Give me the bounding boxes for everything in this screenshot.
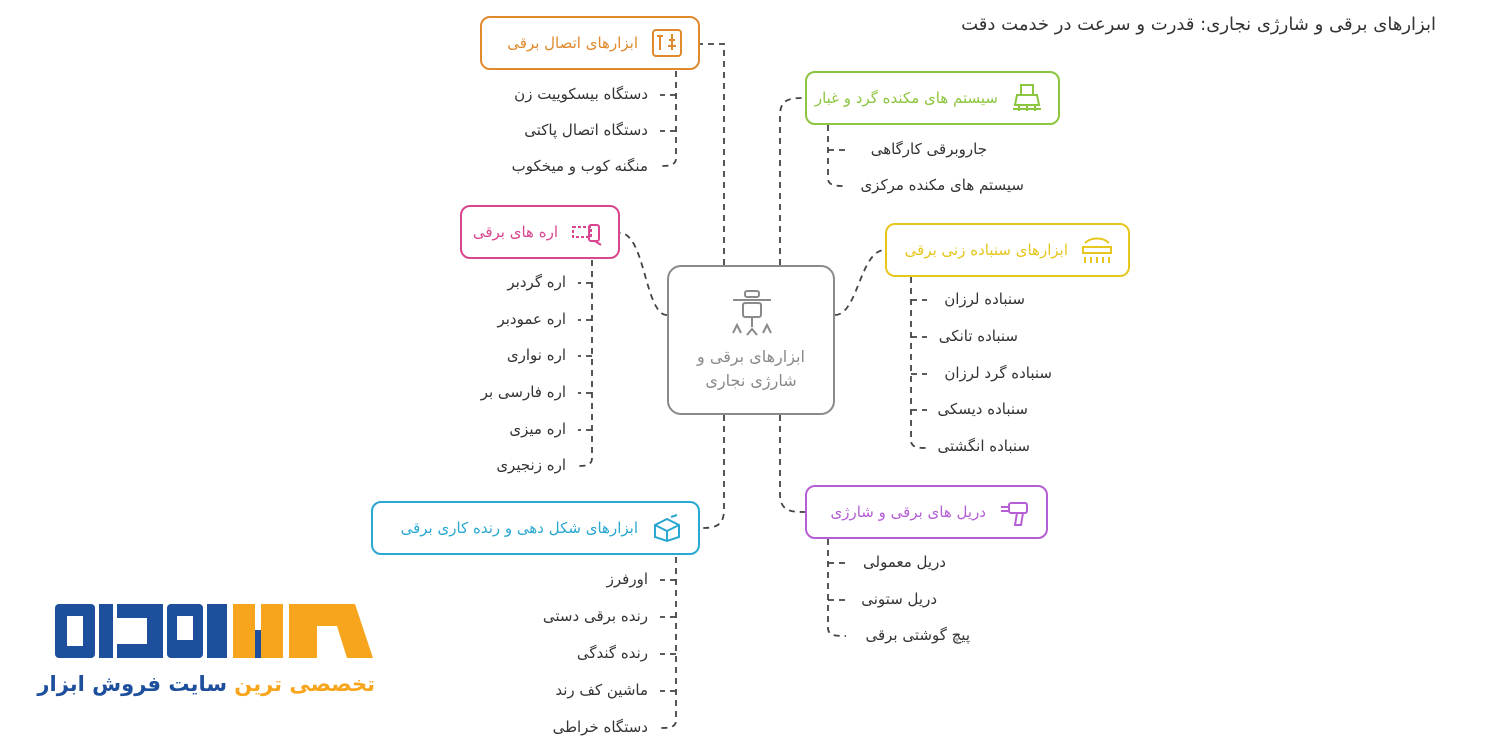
connection-tools-icon bbox=[650, 26, 684, 60]
leaf-chainsaw: اره زنجیری bbox=[496, 456, 566, 474]
leaf-regular-drill: دریل معمولی bbox=[863, 553, 946, 571]
sander-icon bbox=[1080, 233, 1114, 267]
central-topic-node[interactable] bbox=[667, 265, 835, 415]
leaf-jigsaw: اره عمودبر bbox=[497, 310, 566, 328]
branch-dust-collection[interactable] bbox=[805, 71, 1060, 125]
brand-tagline-part1: سایت فروش ابزار bbox=[37, 672, 227, 696]
leaf-electric-screwdriver: پیچ گوشتی برقی bbox=[865, 626, 970, 644]
branch-drills-label: دریل های برقی و شارژی bbox=[830, 503, 986, 521]
leaf-biscuit-joiner: دستگاه بیسکوییت زن bbox=[514, 85, 648, 103]
leaf-band-saw: اره نواری bbox=[506, 346, 566, 364]
jackhammer-icon bbox=[729, 289, 775, 337]
leaf-circular-saw: اره گردبر bbox=[507, 273, 566, 291]
leaf-workshop-vacuum: جاروبرقی کارگاهی bbox=[870, 140, 987, 158]
leaf-random-orbit-sander: سنباده گرد لرزان bbox=[944, 364, 1052, 382]
branch-saws[interactable] bbox=[460, 205, 620, 259]
branch-connection-tools[interactable] bbox=[480, 16, 700, 70]
branch-sanding-label: ابزارهای سنباده زنی برقی bbox=[904, 241, 1068, 259]
branch-dust-collection-label: سیستم های مکنده گرد و غبار bbox=[814, 89, 998, 107]
leaf-orbital-sander: سنباده لرزان bbox=[944, 290, 1025, 308]
leaf-thickness-planer: رنده گندگی bbox=[576, 644, 648, 662]
central-topic-line2: شارژی نجاری bbox=[705, 371, 797, 390]
leaf-central-dust-system: سیستم های مکنده مرکزی bbox=[860, 176, 1024, 194]
brand-tagline bbox=[37, 672, 375, 696]
leaf-pocket-joiner: دستگاه اتصال پاکتی bbox=[524, 121, 648, 139]
branch-connection-tools-label: ابزارهای اتصال برقی bbox=[507, 34, 638, 52]
central-topic-line1: ابزارهای برقی و bbox=[697, 347, 805, 366]
branch-shaping-planing[interactable] bbox=[371, 501, 700, 555]
brand-logo bbox=[37, 600, 375, 710]
leaf-miter-saw: اره فارسی بر bbox=[480, 383, 566, 401]
drill-icon bbox=[998, 495, 1032, 529]
brand-tagline-part2: تخصصی ترین bbox=[234, 672, 375, 696]
brand-wordmark bbox=[55, 600, 375, 672]
branch-shaping-planing-label: ابزارهای شکل دهی و رنده کاری برقی bbox=[400, 519, 638, 537]
branch-drills[interactable] bbox=[805, 485, 1048, 539]
leaf-table-saw: اره میزی bbox=[509, 420, 566, 438]
leaf-jointer: ماشین کف رند bbox=[555, 681, 648, 699]
plane-icon bbox=[650, 511, 684, 545]
leaf-hand-planer: رنده برقی دستی bbox=[542, 607, 648, 625]
leaf-belt-sander: سنباده تانکی bbox=[938, 327, 1018, 345]
diagram-title: ابزارهای برقی و شارژی نجاری: قدرت و سرعت در خدمت دقت bbox=[961, 14, 1436, 35]
leaf-drill-press: دریل ستونی bbox=[861, 590, 937, 608]
leaf-stapler-nailer: منگنه کوب و میخکوب bbox=[511, 157, 648, 175]
leaf-router: اورفرز bbox=[606, 570, 648, 588]
branch-saws-label: اره های برقی bbox=[472, 223, 558, 241]
leaf-lathe: دستگاه خراطی bbox=[552, 718, 648, 736]
chainsaw-icon bbox=[570, 215, 604, 249]
dust-collector-icon bbox=[1010, 81, 1044, 115]
leaf-disc-sander: سنباده دیسکی bbox=[937, 400, 1028, 418]
leaf-finger-sander: سنباده انگشتی bbox=[937, 437, 1030, 455]
branch-sanding[interactable] bbox=[885, 223, 1130, 277]
